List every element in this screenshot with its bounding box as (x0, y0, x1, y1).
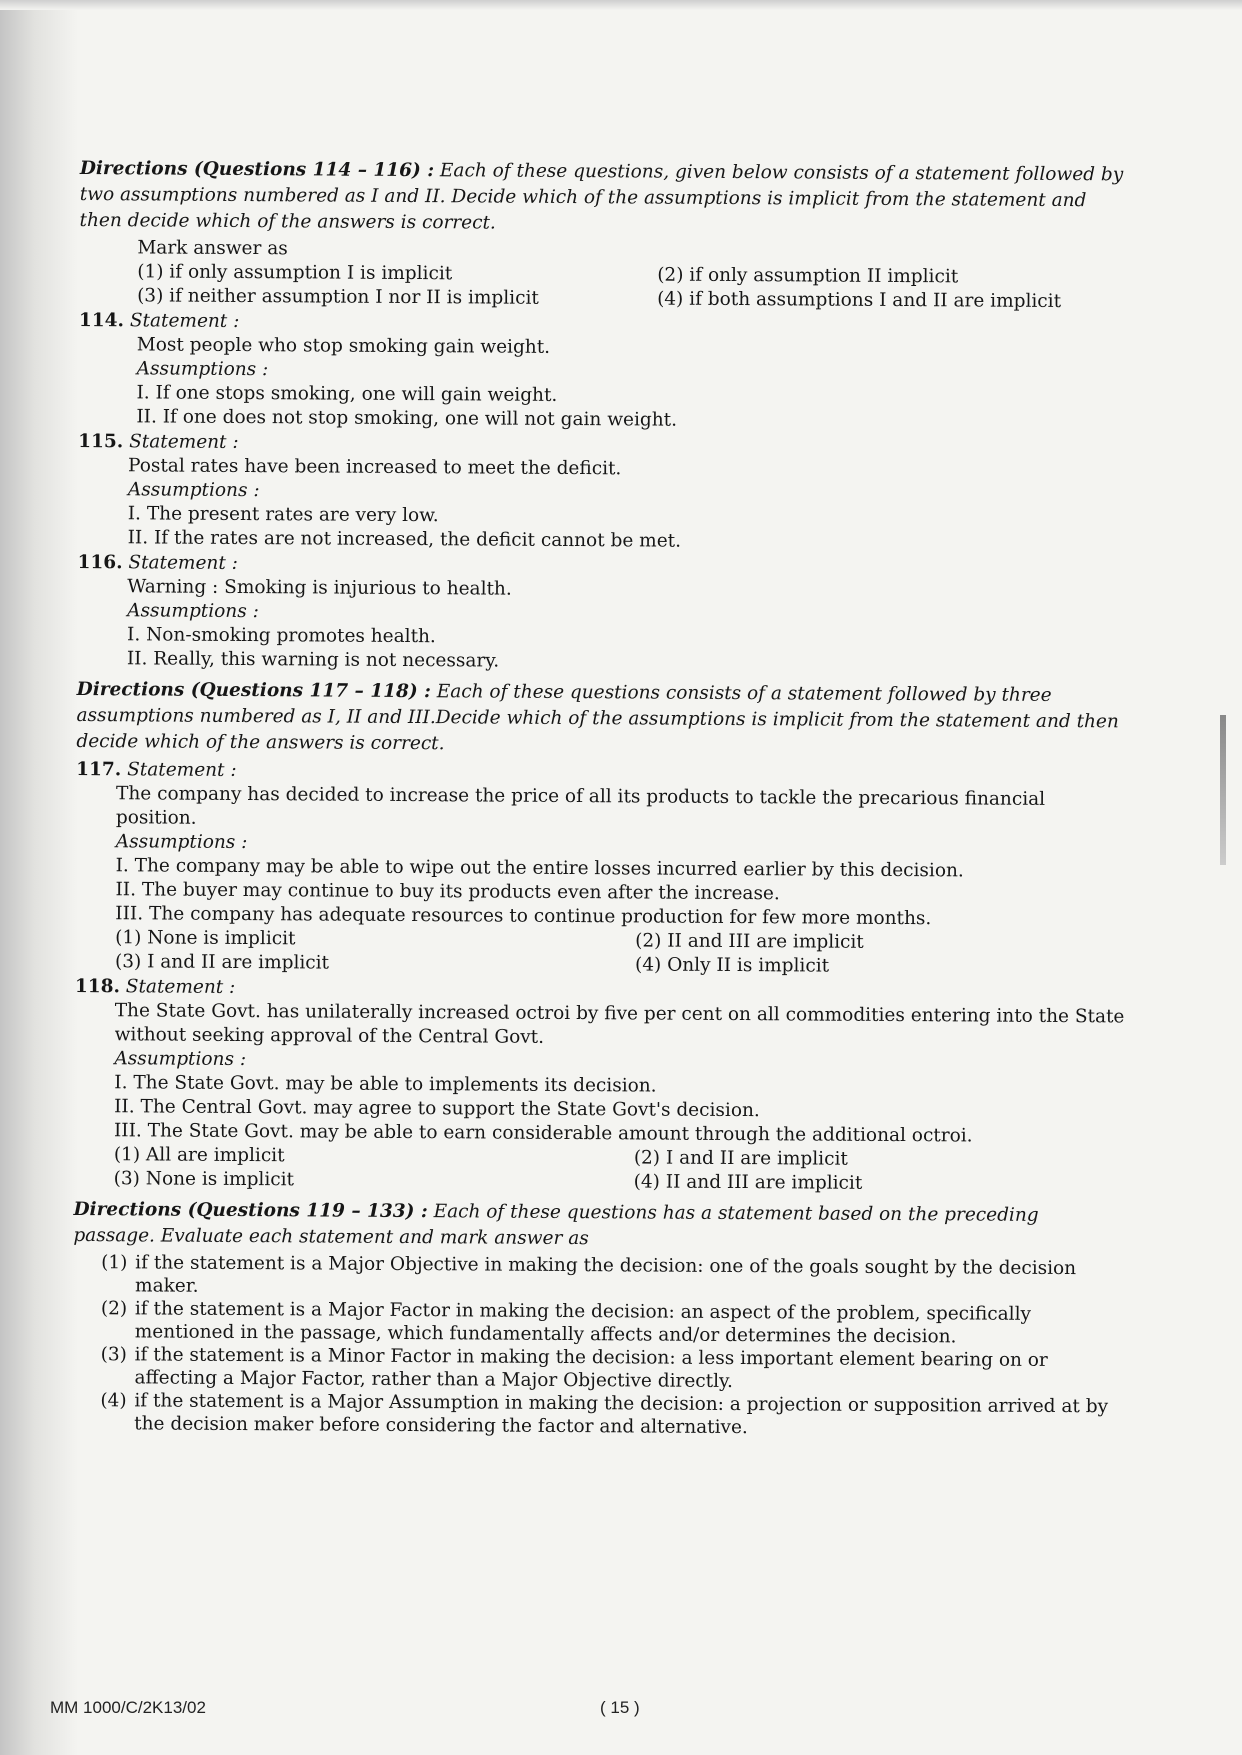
criterion-3: (3) if the statement is a Minor Factor in making the decision: a less important element bearing on or affecting a Major Factor, rather than a Major Objective directly. (100, 1344, 1048, 1393)
option-3: (3) I and II are implicit (114, 951, 330, 974)
assumptions-label: Assumptions : (127, 479, 260, 502)
assumption-118-1: I. The State Govt. may be able to implements its decision. (114, 1072, 657, 1097)
option-4: (4) Only II is implicit (634, 954, 830, 977)
option-2: (2) I and II are implicit (633, 1147, 848, 1170)
directions-label: Directions (Questions 114 – 116) : (79, 157, 435, 182)
page-content (72, 150, 1130, 1441)
assumptions-label: Assumptions : (136, 358, 269, 381)
criterion-4: (4) if the statement is a Major Assumption in making the decision: a projection or supposition arrived at by the decision maker before considering the factor and alternative. (100, 1390, 1109, 1439)
option-1: (1) if only assumption I is implicit (137, 261, 453, 285)
option-3: (3) None is implicit (113, 1168, 295, 1191)
mark-answer-label: Mark answer as (137, 237, 288, 260)
statement-label: Statement : (129, 310, 240, 332)
option-1: (1) None is implicit (115, 927, 296, 950)
criterion-2: (2) if the statement is a Major Factor in making the decision: an aspect of the problem, specifically mentioned in the passage, which fundamentally affects and/or determines the decision. (100, 1298, 1032, 1348)
scan-binding-shadow (0, 0, 78, 1755)
statement-114: Most people who stop smoking gain weight. (136, 334, 551, 358)
assumption-118-3: III. The State Govt. may be able to earn considerable amount through the additional octroi. (113, 1120, 973, 1147)
option-2: (2) if only assumption II implicit (657, 264, 959, 288)
statement-117: The company has decided to increase the price of all its products to tackle the precarious financial position. (115, 783, 1046, 829)
directions-text: Each of these questions, given below consists of a statement followed by two assumptions numbered as I and II. Decide which of the assumptions is implicit from the statement and then decide which of the answers is correct. (79, 160, 1124, 234)
assumptions-label: Assumptions : (114, 1048, 247, 1071)
assumption-117-1: I. The company may be able to wipe out the entire losses incurred earlier by this decision. (115, 855, 964, 882)
assumption-117-2: II. The buyer may continue to buy its products even after the increase. (115, 879, 780, 905)
question-118: 118. Statement : (74, 975, 236, 998)
directions-label: Directions (Questions 119 – 133) : (73, 1198, 428, 1223)
document-code: MM 1000/C/2K13/02 (50, 1698, 206, 1717)
assumption-115-1: I. The present rates are very low. (127, 503, 439, 527)
answer-options-117 (75, 926, 1125, 980)
statement-label: Statement : (129, 431, 239, 453)
assumptions-label: Assumptions : (127, 600, 259, 623)
option-1: (1) All are implicit (113, 1144, 285, 1167)
option-4: (4) II and III are implicit (633, 1171, 863, 1194)
answer-options-114-116 (79, 260, 1129, 314)
assumption-114-1: I. If one stops smoking, one will gain weight. (136, 382, 558, 406)
question-117: 117. Statement : (76, 758, 237, 781)
assumption-115-2: II. If the rates are not increased, the deficit cannot be met. (127, 527, 682, 552)
assumption-114-2: II. If one does not stop smoking, one will not gain weight. (136, 406, 678, 431)
assumption-116-2: II. Really, this warning is not necessary. (126, 648, 500, 672)
statement-118: The State Govt. has unilaterally increased octroi by five per cent on all commodities entering into the State without seeking approval of the Central Govt. (114, 1000, 1125, 1048)
statement-label: Statement : (125, 976, 236, 998)
question-116: 116. Statement : (77, 551, 238, 574)
directions-119-133 (73, 1197, 1123, 1255)
directions-text: Each of these questions has a statement based on the preceding passage. Evaluate each statement and mark answer as (73, 1201, 1039, 1250)
assumption-117-3: III. The company has adequate resources to continue production for few more months. (115, 903, 932, 930)
criterion-1: (1) if the statement is a Major Objective in making the decision: one of the goals sought by the decision maker. (101, 1252, 1077, 1297)
assumptions-label: Assumptions : (115, 831, 248, 854)
assumption-118-2: II. The Central Govt. may agree to support the State Govt's decision. (114, 1096, 760, 1122)
option-4: (4) if both assumptions I and II are implicit (657, 288, 1062, 312)
page-number: ( 15 ) (600, 1698, 640, 1717)
directions-117-118 (76, 677, 1126, 761)
option-2: (2) II and III are implicit (635, 930, 864, 953)
statement-115: Postal rates have been increased to meet the deficit. (128, 455, 622, 480)
statement-116: Warning : Smoking is injurious to health. (127, 576, 512, 600)
option-3: (3) if neither assumption I nor II is implicit (137, 285, 539, 309)
scan-top-edge (0, 0, 1242, 10)
scan-edge-mark (1220, 715, 1226, 865)
question-114: 114. Statement : (78, 309, 240, 332)
statement-label: Statement : (128, 552, 238, 574)
answer-options-118 (74, 1143, 1124, 1197)
statement-label: Statement : (127, 759, 237, 781)
directions-114-116 (79, 156, 1129, 240)
directions-label: Directions (Questions 117 – 118) : (76, 678, 431, 703)
assumption-116-1: I. Non-smoking promotes health. (126, 624, 436, 648)
question-115: 115. Statement : (78, 430, 239, 453)
directions-text: Each of these questions consists of a statement followed by three assumptions numbered as I, II and III.Decide which of the assumptions is implicit from the statement and then decide which of the answers is correct. (76, 681, 1119, 755)
